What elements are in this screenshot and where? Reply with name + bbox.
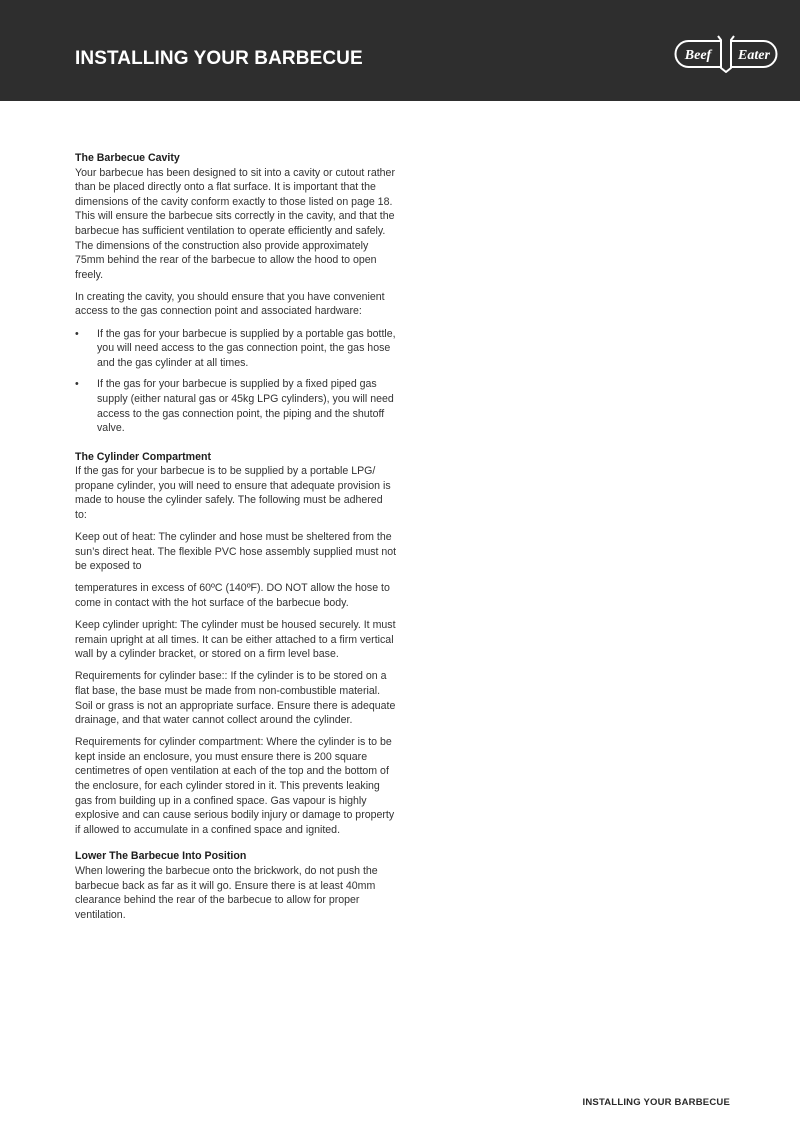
list-item-text: If the gas for your barbecue is supplied by a fixed piped gas supply (either natural gas or 45kg LPG cylinders), you will need access to the gas connection point, the piping and the shutoff valve. — [97, 378, 394, 435]
paragraph: Keep out of heat: The cylinder and hose must be sheltered from the sun’s direct heat. The flexible PVC hose assembly supplied must not be exposed to — [75, 531, 397, 573]
page-title: INSTALLING YOUR BARBECUE — [75, 48, 363, 69]
paragraph: If the gas for your barbecue is to be supplied by a portable LPG/ propane cylinder, you will need to ensure that adequate provision is made to house the cylinder safely. The following must be adhered to: — [75, 465, 391, 522]
list-item-text: If the gas for your barbecue is supplied by a portable gas bottle, you will need access to the gas connection point, the gas hose and the gas cylinder at all times. — [97, 327, 396, 369]
bullet-icon: • — [75, 378, 79, 391]
beefeater-logo — [674, 34, 778, 74]
section-barbecue-cavity — [75, 151, 397, 436]
logo-text-left: Beef — [684, 48, 712, 63]
section-heading: Lower The Barbecue Into Position — [75, 850, 247, 863]
paragraph: temperatures in excess of 60ºC (140ºF). DO NOT allow the hose to come in contact with the hot surface of the barbecue body. — [75, 582, 390, 610]
paragraph: Keep cylinder upright: The cylinder must be housed securely. It must remain upright at all times. It can be either attached to a firm vertical wall by a cylinder bracket, or stored on a firm level base. — [75, 619, 396, 661]
logo-text-right: Eater — [738, 48, 770, 63]
paragraph: When lowering the barbecue onto the brickwork, do not push the barbecue back as far as it will go. Ensure there is at least 40mm clearance behind the rear of the barbecue to allow for proper ventilation. — [75, 865, 378, 921]
bullet-icon: • — [75, 327, 79, 340]
paragraph: Your barbecue has been designed to sit into a cavity or cutout rather than be placed directly onto a flat surface. It is important that the dimensions of the cavity conform exactly to those listed on page 18. This will ensure the barbecue sits correctly in the cavity, and that the barbecue has sufficient ventilation to operate efficiently and safely. The dimensions of the construction also provide approximately 75mm behind the rear of the barbecue to allow the hood to open freely. — [75, 166, 395, 281]
paragraph: Requirements for cylinder base:: If the cylinder is to be stored on a flat base, the base must be made from non-combustible material. Soil or grass is not an appropriate surface. Ensure there is adequate drainage, and that water cannot collect around the cylinder. — [75, 670, 396, 727]
main-content — [75, 151, 397, 930]
section-heading: The Barbecue Cavity — [75, 152, 180, 164]
list-item — [75, 377, 397, 435]
header-bar — [0, 0, 800, 101]
paragraph: Requirements for cylinder compartment: Where the cylinder is to be kept inside an enclosure, you must ensure there is 200 square centimetres of open ventilation at each of the top and the bottom of the enclosure, for each cylinder stored in it. This prevents leaking gas from building up in a confined space. Gas vapour is highly explosive and can cause serious bodily injury or damage to property if allowed to accumulate in a confined space and ignited. — [75, 736, 395, 836]
list-item — [75, 327, 397, 371]
paragraph: In creating the cavity, you should ensure that you have convenient access to the gas connection point and associated hardware: — [75, 290, 385, 318]
section-heading: The Cylinder Compartment — [75, 450, 211, 463]
section-cylinder-compartment — [75, 450, 397, 838]
section-lower-barbecue — [75, 849, 397, 922]
bullet-list — [75, 327, 397, 436]
footer-running-title: INSTALLING YOUR BARBECUE — [582, 1097, 730, 1108]
